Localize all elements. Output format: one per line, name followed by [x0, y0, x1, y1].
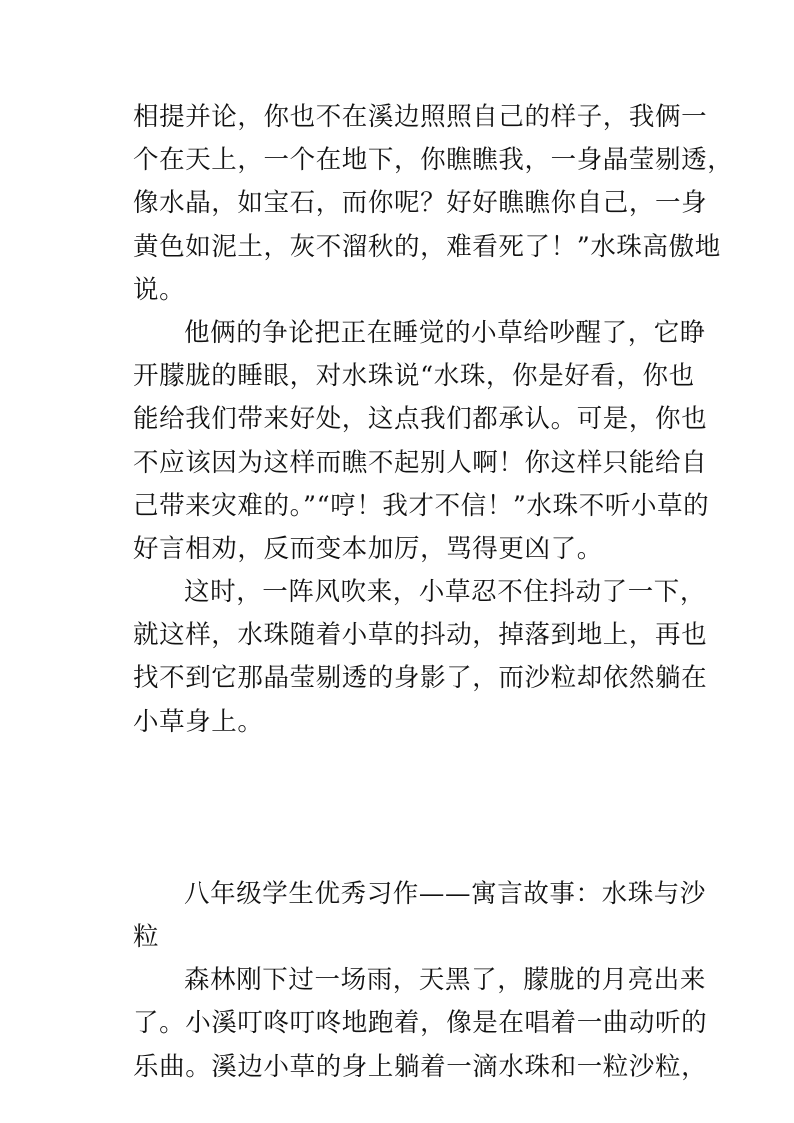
text-line: 不应该因为这样而瞧不起别人啊！你这样只能给自 [133, 447, 708, 478]
paragraph-4 [133, 959, 708, 1089]
section-spacer [133, 744, 673, 873]
title-line: 八年级学生优秀习作——寓言故事：水珠与沙 [184, 878, 707, 909]
text-line: 己带来灾难的。”“哼！我才不信！”水珠不听小草的 [133, 490, 710, 521]
text-line: 这时，一阵风吹来，小草忍不住抖动了一下， [184, 577, 707, 608]
text-line: 他俩的争论把正在睡觉的小草给吵醒了，它睁 [184, 317, 707, 348]
text-line: 乐曲。溪边小草的身上躺着一滴水珠和一粒沙粒， [133, 1051, 708, 1082]
text-line: 好言相劝，反而变本加厉，骂得更凶了。 [133, 533, 603, 564]
paragraph-3 [133, 571, 708, 744]
text-line: 开朦胧的睡眼，对水珠说“水珠，你是好看，你也 [133, 361, 695, 392]
title-line: 粒 [133, 922, 160, 952]
text-line: 就这样，水珠随着小草的抖动，掉落到地上，再也 [133, 620, 708, 651]
document-page [133, 96, 734, 1089]
paragraph-1 [133, 96, 734, 312]
text-line: 小草身上。 [133, 706, 264, 737]
text-line: 相提并论，你也不在溪边照照自己的样子，我俩一 [133, 102, 708, 132]
text-line: 了。小溪叮咚叮咚地跑着，像是在唱着一曲动听的 [133, 1008, 708, 1039]
text-line: 说。 [133, 274, 186, 305]
text-line: 个在天上，一个在地下，你瞧瞧我，一身晶莹剔透， [133, 145, 734, 176]
essay-title [133, 873, 707, 959]
text-line: 黄色如泥土，灰不溜秋的，难看死了！”水珠高傲地 [133, 231, 721, 262]
text-line: 像水晶，如宝石，而你呢？好好瞧瞧你自己，一身 [133, 188, 708, 219]
paragraph-2 [133, 312, 710, 571]
text-line: 森林刚下过一场雨，天黑了，朦胧的月亮出来 [184, 965, 707, 996]
text-line: 找不到它那晶莹剔透的身影了，而沙粒却依然躺在 [133, 663, 708, 694]
text-line: 能给我们带来好处，这点我们都承认。可是，你也 [133, 404, 708, 435]
